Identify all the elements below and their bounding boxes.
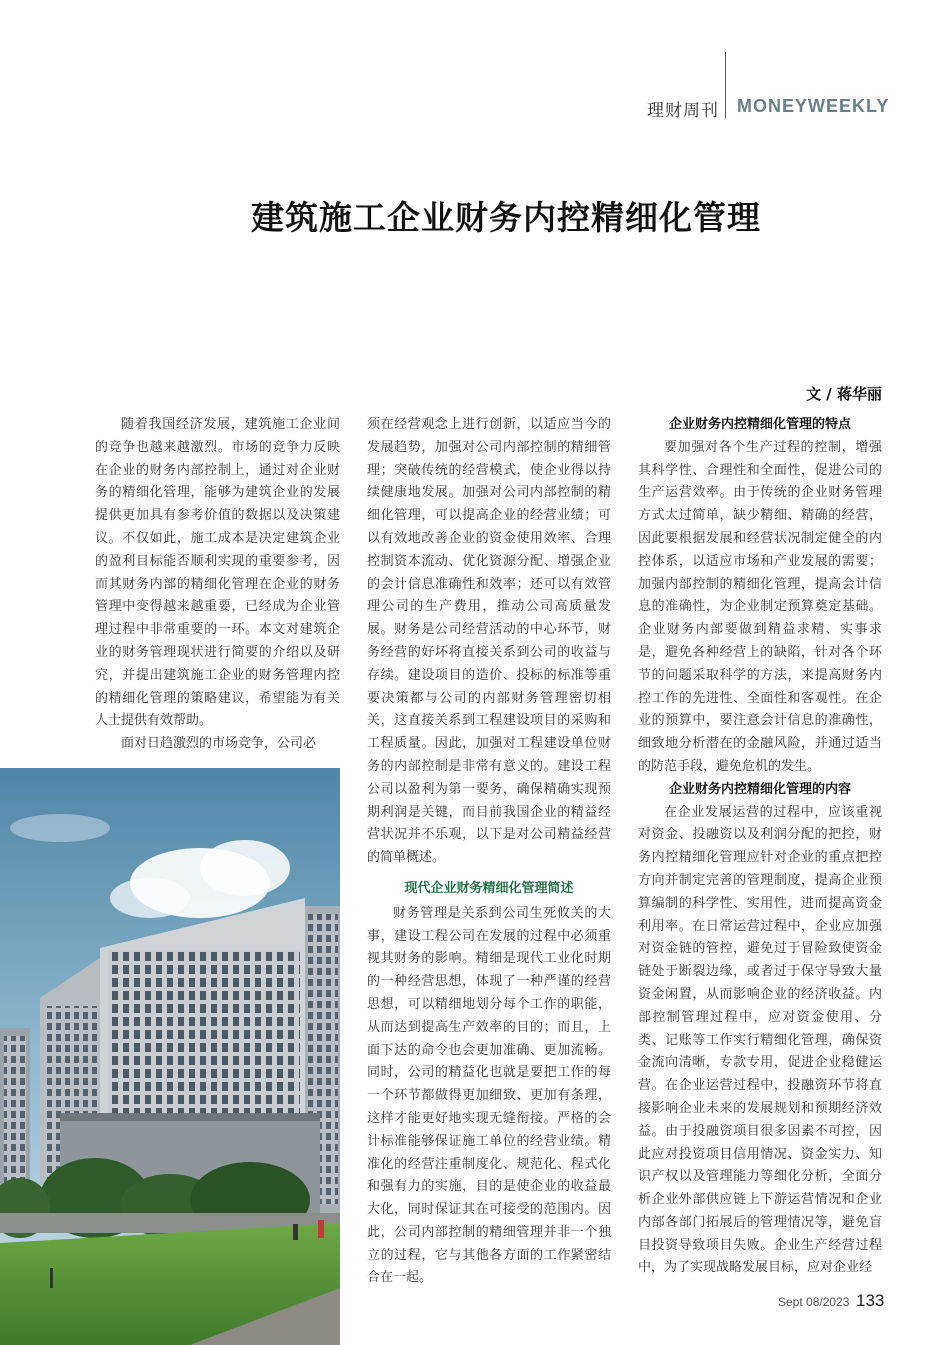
issue-date: Sept 08/2023 (778, 1295, 850, 1309)
section-heading-content: 企业财务内控精细化管理的内容 (668, 781, 851, 797)
paragraph-features: 要加强对各个生产过程的控制，增强其科学性、合理性和全面性，促进公司的生产运营效率。由于传统的企业财务管理方式太过简单，缺少精细、精确的经营，因此要根据发展和经营状况制定健全的内控体系，以适应市场和产业发展的需要；加强内部控制的精细化管理，提高会计信息的准确性，为企业制定预算奠定基础。企业财务内部要做到精益求精、实事求是，避免各种经营上的缺陷，针对各个环节的问题采取科学的方法，来提高财务内控工作的先进性、全面性和客观性。在企业的预算中，要注意会计信息的准确性，细致地分析潜在的金融风险，并通过适当的防范手段，避免危机的发生。 (638, 439, 882, 774)
section-heading-overview: 现代企业财务精细化管理简述 (404, 880, 574, 896)
paragraph-intro: 随着我国经济发展，建筑施工企业间的竞争也越来越激烈。市场的竞争力反映在企业的财务内部控制上，通过对企业财务的精细化管理，能够为建筑企业的发展提供更加具有参考价值的数据以及决策建议。不仅如此，施工成本是决定建筑企业的盈利目标能否顺利实现的重要参考，因而其财务内部的精细化管理在企业的财务管理中变得越来越重要，已经成为企业管理过程中非常重要的一环。本文对建筑企业的财务管理现状进行简要的介绍以及研究，并提出建筑施工企业的财务管理内控的精细化管理的策略建议，希望能为有关人士提供有效帮助。 (95, 417, 340, 729)
publication-name-en: MONEYWEEKLY (737, 96, 890, 116)
section-heading-features: 企业财务内控精细化管理的特点 (668, 417, 851, 432)
building-photo (0, 768, 340, 1345)
paragraph-innovation: 须在经营观念上进行创新，以适应当今的发展趋势，加强对公司内部控制的精细管理；突破传统的经营模式，使企业得以持续健康地发展。加强对公司内部控制的精细化管理，可以提高企业的经营业绩；可以有效地改善企业的资金使用效率、合理控制资本流动、优化资源分配、增强企业的会计信息准确性和效率；还可以有效管理公司的生产费用，推动公司高质量发展。财务是公司经营活动的中心环节，财务经营的好坏将直接关系到公司的收益与存续。建设项目的造价、投标的标准等重要决策都与公司的内部财务管理密切相关，这直接关系到工程建设项目的采购和工程质量。因此，加强对工程建设单位财务的内部控制是非常有意义的。建设工程公司以盈利为第一要务，确保精确实现预期利润是关键，而目前我国企业的精益经营状况并不乐观，以下是对公司精益经营的简单概述。 (367, 417, 611, 866)
paragraph-content: 在企业发展运营的过程中，应该重视对资金、投融资以及利润分配的把控，财务内控精细化管理应针对企业的重点把控方向并制定完善的管理制度，提高企业预算编制的科学性、实用性，进而提高资金利用率。在日常运营过程中，企业应加强对资金链的管控，避免过于冒险致使资金链处于断裂边缘，或者过于保守导致大量资金闲置，从而影响企业的经济收益。内部控制管理过程中，应对资金使用、分类、记账等工作实行精细化管理，确保资金流向清晰，专款专用，促进企业稳健运营。在企业运营过程中，投融资环节将直接影响企业未来的发展规划和预期经济效益。由于投融资项目很多因素不可控，因此应对投资项目信用情况、资金实力、知识产权以及管理能力等细化分析，全面分析企业外部供应链上下游运营情况和企业内部各部门拓展后的管理情况等，避免盲目投资导致项目失败。企业生产经营过程中，为了实现战略发展目标，应对企业经 (638, 804, 882, 1276)
article-author: 文 / 蒋华丽 (806, 385, 882, 403)
header-divider (725, 52, 726, 118)
publication-name-cn: 理财周刊 (647, 101, 719, 121)
text-column-2 (367, 414, 611, 1290)
paragraph-market: 面对日趋激烈的市场竞争，公司必 (121, 736, 317, 752)
paragraph-overview: 财务管理是关系到公司生死攸关的大事，建设工程公司在发展的过程中必须重视其财务的影响。精细是现代工业化时期的一种经营思想，体现了一种严谨的经营思想，可以精细地划分每个工作的职能，从而达到提高生产效率的目的；而且，上面下达的命令也会更加准确、更加流畅。同时，公司的精益化也就是要把工作的每一个环节都做得更加细致、更加有条理，这样才能更好地实现无缝衔接。严格的会计标准能够保证施工单位的经营业绩。精准化的经营注重制度化、规范化、程式化和强有力的实施，目的是使企业的收益最大化，同时保证其在可接受的范围内。因此，公司内部控制的精细管理并非一个独立的过程，它与其他各方面的工作紧密结合在一起。 (367, 905, 611, 1286)
text-column-1 (95, 414, 340, 756)
page-number: 133 (856, 1291, 885, 1310)
text-column-3 (638, 414, 882, 1280)
article-title: 建筑施工企业财务内控精细化管理 (251, 198, 761, 238)
